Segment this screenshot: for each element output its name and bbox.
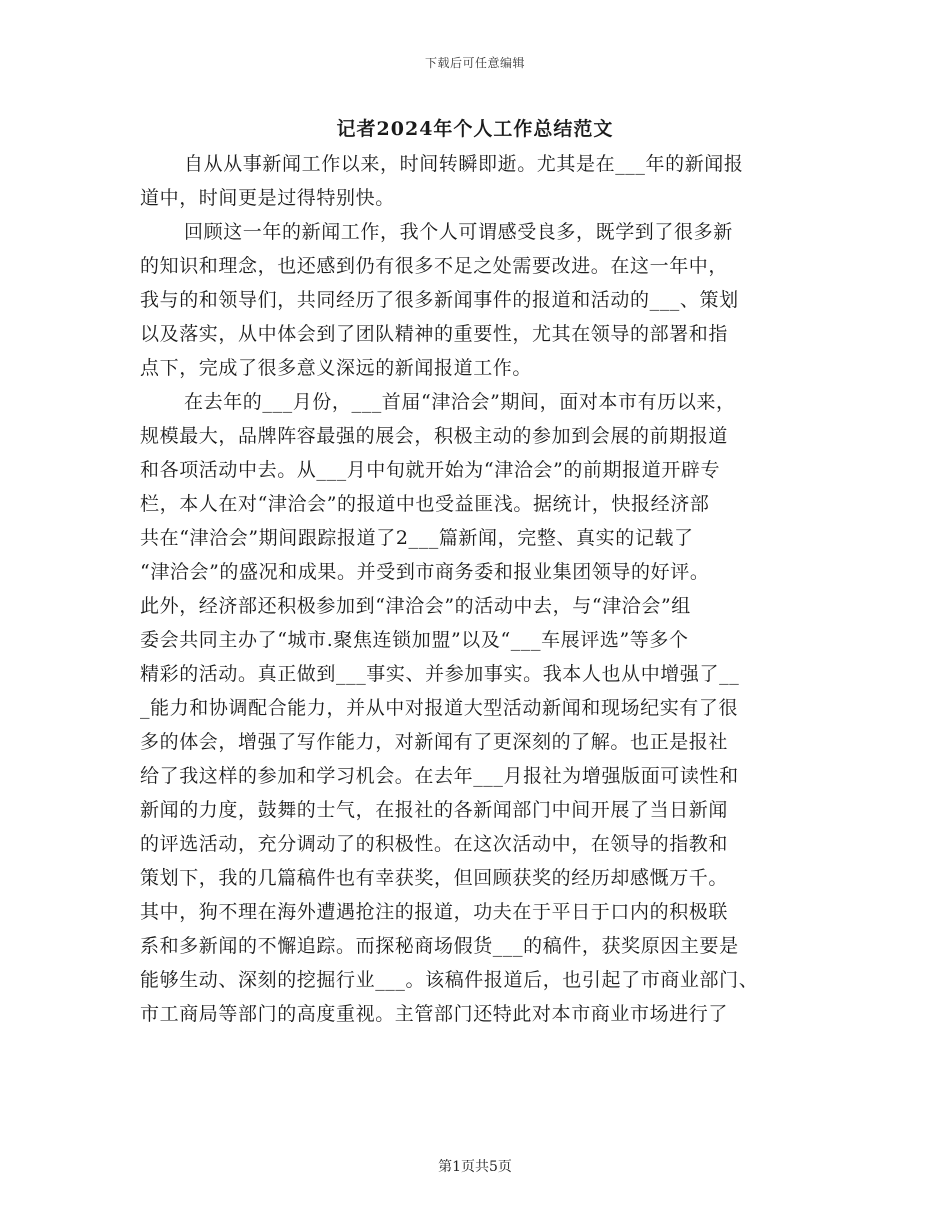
text-line: 委会共同主办了“城市.聚焦连锁加盟”以及“___车展评选”等多个 bbox=[140, 629, 689, 651]
text-line: 的知识和理念，也还感到仍有很多不足之处需要改进。在这一年中， bbox=[140, 255, 729, 277]
text-line: 自从从事新闻工作以来，时间转瞬即逝。尤其是在___年的新闻报 bbox=[184, 153, 744, 175]
text-line: 和各项活动中去。从___月中旬就开始为“津洽会”的前期报道开辟专 bbox=[140, 459, 721, 481]
text-line: 回顾这一年的新闻工作，我个人可谓感受良多，既学到了很多新 bbox=[184, 221, 733, 243]
document-title: 记者2024年个人工作总结范文 bbox=[336, 118, 614, 140]
text-line: 栏，本人在对“津洽会”的报道中也受益匪浅。据统计，快报经济部 bbox=[140, 493, 710, 515]
text-line: 的评选活动，充分调动了的积极性。在这次活动中，在领导的指教和 bbox=[140, 833, 729, 855]
page-number-footer: 第1页共5页 bbox=[438, 1159, 512, 1175]
text-line: 策划下，我的几篇稿件也有幸获奖，但回顾获奖的经历却感慨万千。 bbox=[140, 867, 729, 889]
text-line: 其中，狗不理在海外遭遇抢注的报道，功夫在于平日于口内的积极联 bbox=[140, 901, 729, 923]
text-line: _能力和协调配合能力，并从中对报道大型活动新闻和现场纪实有了很 bbox=[140, 697, 739, 719]
text-line: 市工商局等部门的高度重视。主管部门还特此对本市商业市场进行了 bbox=[140, 1003, 729, 1025]
text-line: 道中，时间更是过得特别快。 bbox=[140, 187, 395, 209]
text-line: 给了我这样的参加和学习机会。在去年___月报社为增强版面可读性和 bbox=[140, 765, 739, 787]
text-line: 此外，经济部还积极参加到“津洽会”的活动中去，与“津洽会”组 bbox=[140, 595, 691, 617]
text-line: 系和多新闻的不懈追踪。而探秘商场假货___的稿件，获奖原因主要是 bbox=[140, 935, 739, 957]
text-line: 多的体会，增强了写作能力，对新闻有了更深刻的了解。也正是报社 bbox=[140, 731, 729, 753]
text-line: 新闻的力度，鼓舞的士气，在报社的各新闻部门中间开展了当日新闻 bbox=[140, 799, 729, 821]
text-line: 规模最大，品牌阵容最强的展会，积极主动的参加到会展的前期报道 bbox=[140, 425, 729, 447]
text-line: “津洽会”的盛况和成果。并受到市商务委和报业集团领导的好评。 bbox=[140, 561, 710, 583]
text-line: 点下，完成了很多意义深远的新闻报道工作。 bbox=[140, 357, 533, 379]
text-line: 共在“津洽会”期间跟踪报道了2___篇新闻，完整、真实的记载了 bbox=[140, 527, 694, 549]
text-line: 在去年的___月份，___首届“津洽会”期间，面对本市有历以来， bbox=[184, 391, 736, 413]
document-body bbox=[140, 147, 820, 1031]
text-line: 我与的和领导们，共同经历了很多新闻事件的报道和活动的___、策划 bbox=[140, 289, 739, 311]
text-line: 能够生动、深刻的挖掘行业___。该稿件报道后，也引起了市商业部门、 bbox=[140, 969, 759, 991]
text-line: 精彩的活动。真正做到___事实、并参加事实。我本人也从中增强了__ bbox=[140, 663, 740, 685]
text-line: 以及落实，从中体会到了团队精神的重要性，尤其在领导的部署和指 bbox=[140, 323, 729, 345]
page-header-note: 下载后可任意编辑 bbox=[424, 56, 525, 70]
